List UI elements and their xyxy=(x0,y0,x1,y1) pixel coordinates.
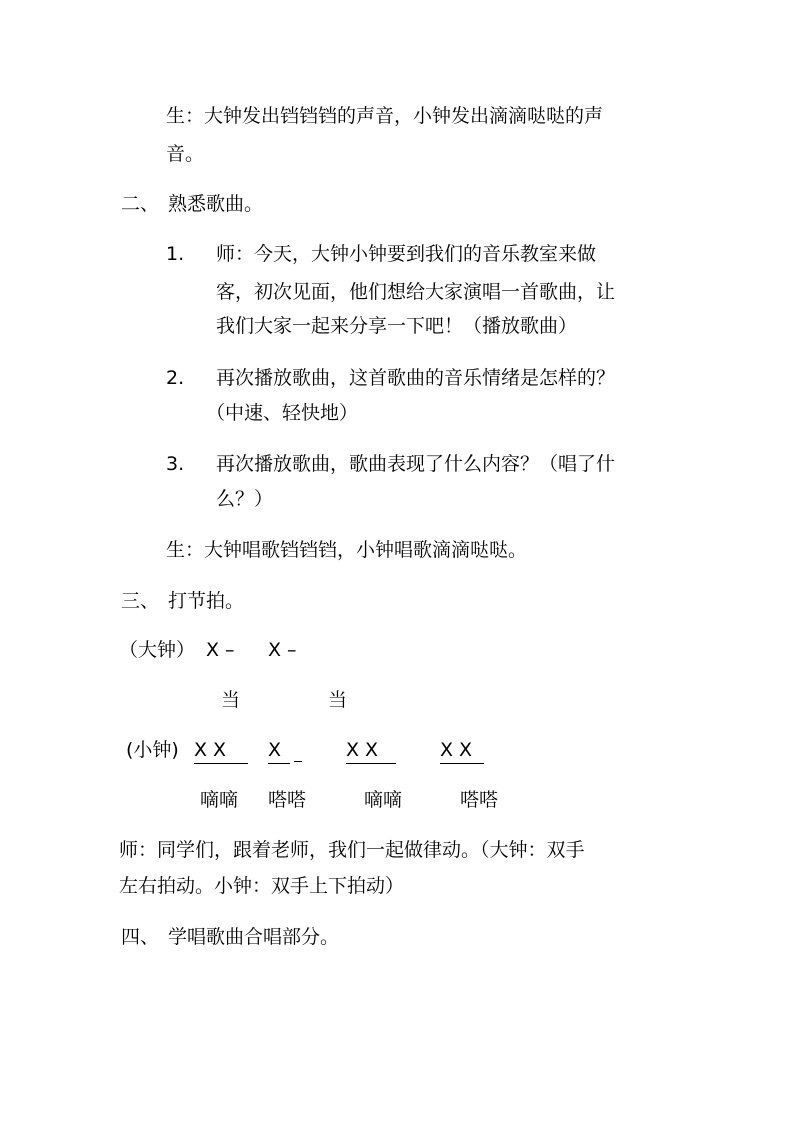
item-3-number: 3. xyxy=(166,453,185,475)
small-clock-lyric-2: 嗒嗒 xyxy=(268,789,307,811)
big-clock-note-2: X – xyxy=(268,639,297,661)
item-1-line-1: 师：今天，大钟小钟要到我们的音乐教室来做 xyxy=(216,243,597,265)
big-clock-lyric-2: 当 xyxy=(328,689,348,711)
small-clock-note-3 xyxy=(346,738,396,764)
answer-line-3: 生：大钟唱歌铛铛铛，小钟唱歌滴滴哒哒。 xyxy=(166,539,528,561)
section-2-number: 二、 xyxy=(121,193,160,215)
small-clock-label: (小钟) xyxy=(126,739,179,761)
small-clock-note-2-dash xyxy=(294,761,302,762)
answer-line-2: 音。 xyxy=(166,143,205,165)
section-3-title: 打节拍。 xyxy=(168,590,245,612)
small-clock-note-1 xyxy=(194,738,248,764)
section-4-number: 四、 xyxy=(121,926,160,948)
big-clock-label: （大钟） xyxy=(119,639,196,661)
section-4-title: 学唱歌曲合唱部分。 xyxy=(168,926,340,948)
item-2-line-2: （中速、轻快地） xyxy=(206,402,359,424)
section-3-number: 三、 xyxy=(121,590,160,612)
small-clock-note-2-text: X xyxy=(268,738,290,764)
small-clock-note-1-text: X X xyxy=(194,738,248,764)
item-3-line-2: 么？） xyxy=(216,488,274,510)
small-clock-lyric-1: 嘀嘀 xyxy=(200,789,239,811)
item-2-line-1: 再次播放歌曲，这首歌曲的音乐情绪是怎样的？ xyxy=(216,367,616,389)
teacher-line-2: 左右拍动。小钟：双手上下拍动） xyxy=(119,875,405,897)
item-1-number: 1. xyxy=(166,243,185,265)
item-1-line-3: 我们大家一起来分享一下吧！（播放歌曲） xyxy=(216,315,578,337)
small-clock-note-4-text: X X xyxy=(440,738,484,764)
small-clock-note-2 xyxy=(268,738,302,764)
teacher-line-1: 师：同学们，跟着老师，我们一起做律动。（大钟：双手 xyxy=(119,839,585,861)
section-2-title: 熟悉歌曲。 xyxy=(168,193,264,215)
answer-line-1: 生：大钟发出铛铛铛的声音，小钟发出滴滴哒哒的声 xyxy=(166,105,604,127)
small-clock-note-4 xyxy=(440,738,484,764)
small-clock-note-3-text: X X xyxy=(346,738,396,764)
item-1-line-2: 客，初次见面，他们想给大家演唱一首歌曲，让 xyxy=(216,281,616,303)
small-clock-lyric-4: 嗒嗒 xyxy=(460,789,499,811)
big-clock-lyric-1: 当 xyxy=(221,689,241,711)
big-clock-note-1: X – xyxy=(206,639,235,661)
item-3-line-1: 再次播放歌曲，歌曲表现了什么内容？（唱了什 xyxy=(216,453,616,475)
item-2-number: 2. xyxy=(166,367,185,389)
small-clock-lyric-3: 嘀嘀 xyxy=(364,789,403,811)
